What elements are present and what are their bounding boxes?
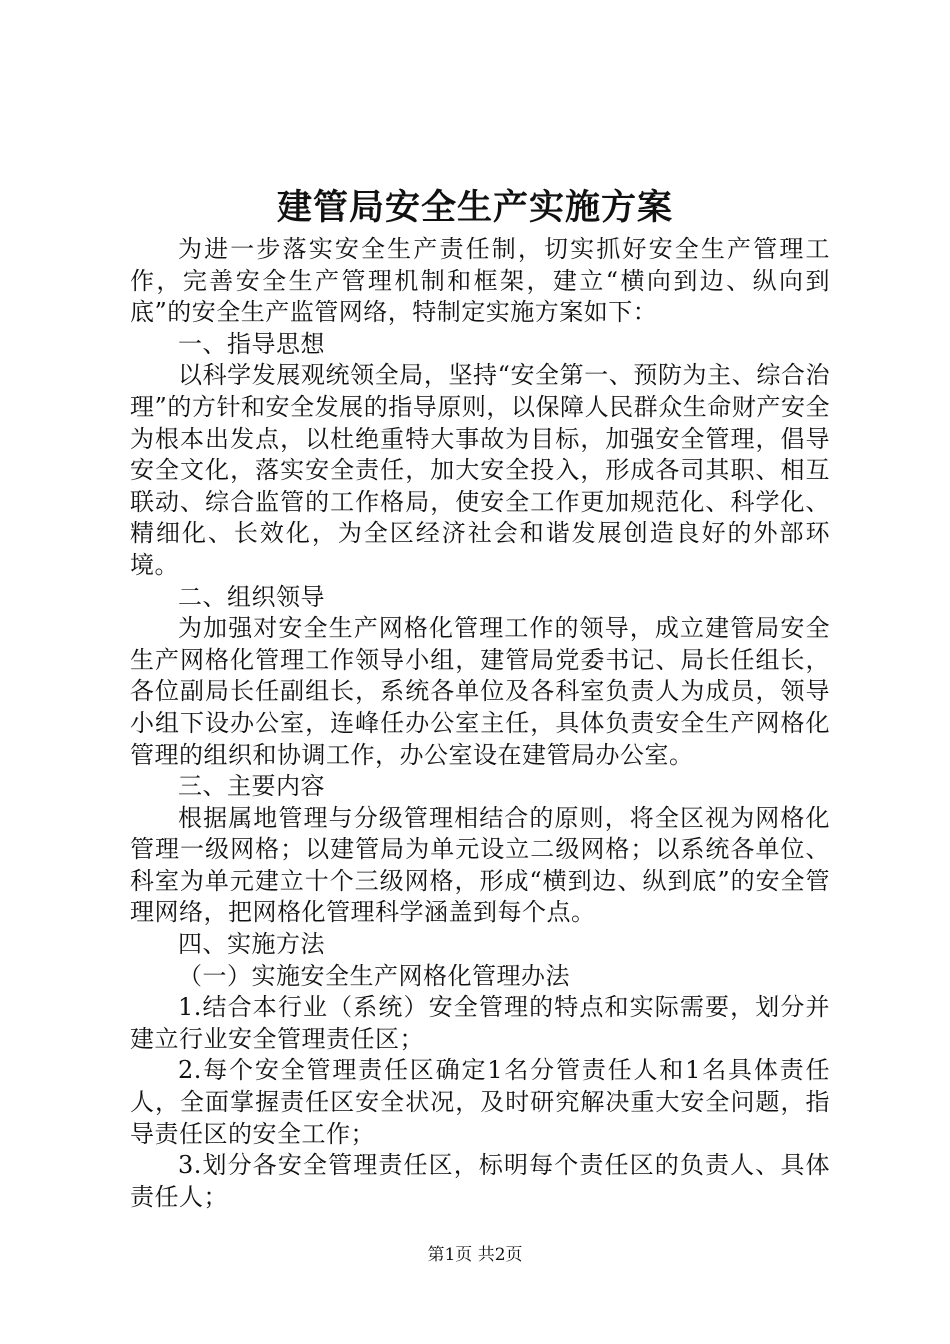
section-heading-organization: 二、组织领导 bbox=[178, 582, 325, 611]
main-content-paragraph: 根据属地管理与分级管理相结合的原则，将全区视为网格化管理一级网格；以建管局为单元设立二级网格；以系统各单位、科室为单元建立十个三级网格，形成“横到边、纵到底”的安全管理网络，把网格化管理科学涵盖到每个点。 bbox=[130, 803, 830, 927]
list-item-1: 1.结合本行业（系统）安全管理的特点和实际需要，划分并建立行业安全管理责任区； bbox=[130, 993, 830, 1053]
document-body bbox=[130, 234, 830, 1213]
section-heading-guiding-ideology: 一、指导思想 bbox=[178, 329, 325, 358]
list-item-3: 3.划分各安全管理责任区，标明每个责任区的负责人、具体责任人； bbox=[130, 1151, 830, 1211]
organization-paragraph: 为加强对安全生产网格化管理工作的领导，成立建管局安全生产网格化管理工作领导小组，建管局党委书记、局长任组长，各位副局长任副组长，系统各单位及各科室负责人为成员，领导小组下设办公室，连峰任办公室主任，具体负责安全生产网格化管理的组织和协调工作，办公室设在建管局办公室。 bbox=[130, 614, 830, 769]
intro-paragraph: 为进一步落实安全生产责任制，切实抓好安全生产管理工作，完善安全生产管理机制和框架，建立“横向到边、纵向到底”的安全生产监管网络，特制定实施方案如下： bbox=[130, 235, 830, 327]
section-heading-main-content: 三、主要内容 bbox=[178, 772, 325, 801]
subsection-heading-grid-management: （一）实施安全生产网格化管理办法 bbox=[178, 961, 570, 990]
section-heading-implementation: 四、实施方法 bbox=[178, 930, 325, 959]
list-item-2: 2.每个安全管理责任区确定1名分管责任人和1名具体责任人，全面掌握责任区安全状况，及时研究解决重大安全问题，指导责任区的安全工作； bbox=[130, 1056, 830, 1148]
page-footer: 第1页 共2页 bbox=[427, 1245, 523, 1265]
guiding-ideology-paragraph: 以科学发展观统领全局，坚持“安全第一、预防为主、综合治理”的方针和安全发展的指导原则，以保障人民群众生命财产安全为根本出发点，以杜绝重特大事故为目标，加强安全管理，倡导安全文化，落实安全责任，加大安全投入，形成各司其职、相互联动、综合监管的工作格局，使安全工作更加规范化、科学化、精细化、长效化，为全区经济社会和谐发展创造良好的外部环境。 bbox=[130, 361, 830, 579]
document-title: 建管局安全生产实施方案 bbox=[276, 187, 673, 228]
